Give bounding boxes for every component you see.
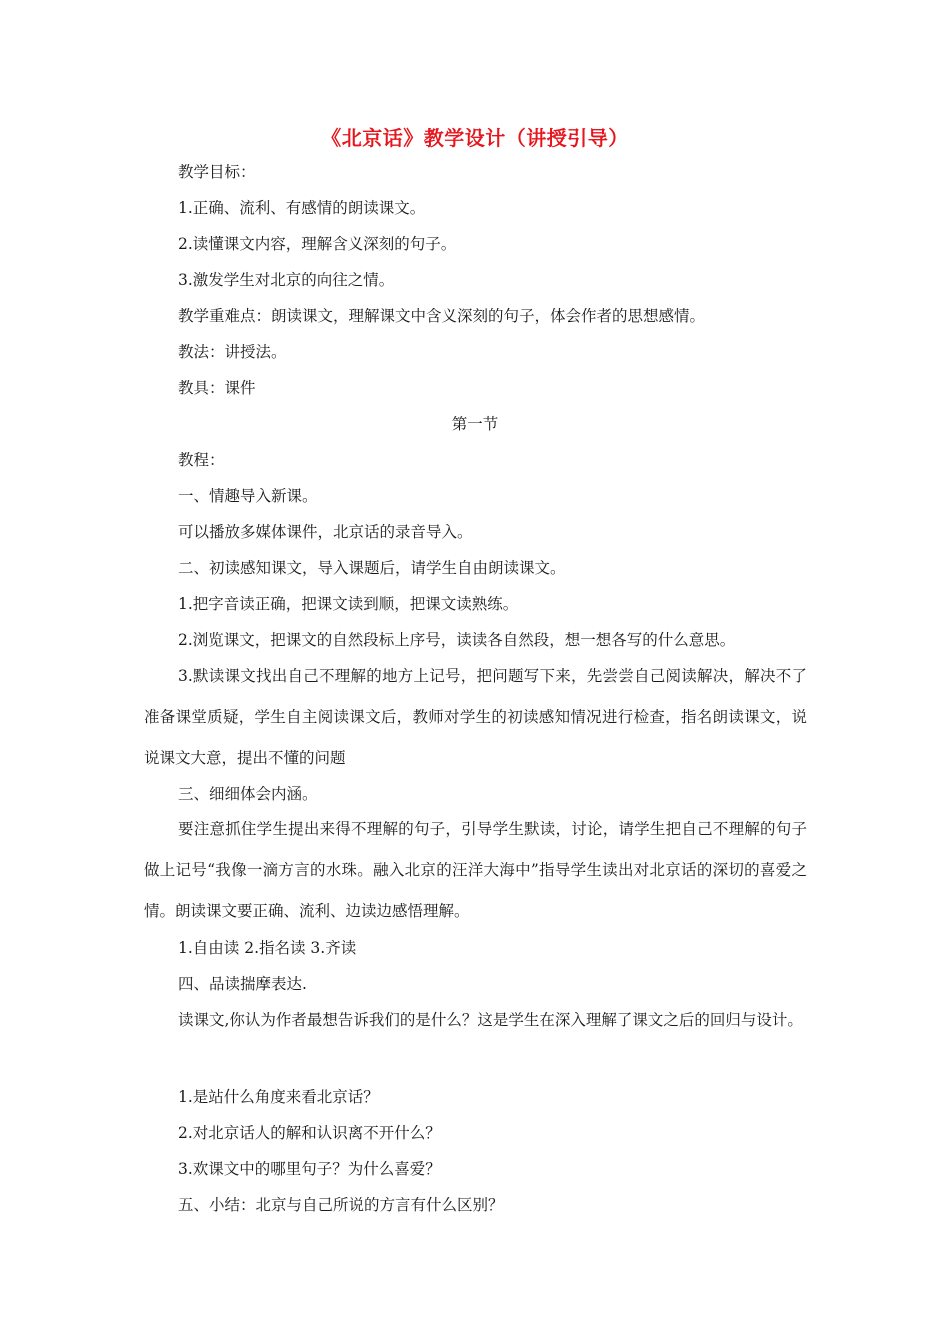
- step1-heading: 一、情趣导入新课。: [178, 487, 318, 505]
- step3-paragraph: 要注意抓住学生提出来得不理解的句子，引导学生默读，讨论，请学生把自己不理解的句子做上记号“我像一滴方言的水珠。融入北京的汪洋大海中”指导学生读出对北京话的深切的喜爱之情。朗读课文要正确、流利、边读边感悟理解。: [144, 820, 807, 920]
- step2-item: 1.把字音读正确，把课文读到顺，把课文读熟练。: [178, 595, 519, 613]
- objective-item: 2.读懂课文内容，理解含义深刻的句子。: [178, 235, 457, 253]
- objective-item: 1.正确、流利、有感情的朗读课文。: [178, 199, 426, 217]
- step5-heading: 五、小结：北京与自己所说的方言有什么区别？: [178, 1196, 504, 1214]
- teaching-tools: 教具：课件: [178, 379, 256, 397]
- objective-item: 3.激发学生对北京的向往之情。: [178, 271, 395, 289]
- step2-item: 2.浏览课文，把课文的自然段标上序号，读读各自然段，想一想各写的什么意思。: [178, 631, 736, 649]
- reading-modes: 1.自由读 2.指名读 3.齐读: [178, 939, 357, 957]
- process-heading: 教程：: [178, 451, 225, 469]
- step2-item3-paragraph: 3.默读课文找出自己不理解的地方上记号，把问题写下来，先尝尝自己阅读解决，解决不了准备课堂质疑，学生自主阅读课文后，教师对学生的初读感知情况进行检查，指名朗读课文，说说课文大意，提出不懂的问题: [144, 667, 807, 767]
- step1-text: 可以播放多媒体课件，北京话的录音导入。: [178, 523, 473, 541]
- document-title: 《北京话》教学设计（讲授引导）: [321, 126, 629, 150]
- teaching-method: 教法：讲授法。: [178, 343, 287, 361]
- step4-question: 3.欢课文中的哪里句子？为什么喜爱？: [178, 1160, 441, 1178]
- section-title: 第一节: [451, 415, 499, 433]
- step4-paragraph: 读课文,你认为作者最想告诉我们的是什么？这是学生在深入理解了课文之后的回归与设计。: [178, 1011, 803, 1029]
- key-points: 教学重难点：朗读课文，理解课文中含义深刻的句子，体会作者的思想感情。: [178, 307, 706, 325]
- step4-question: 2.对北京话人的解和认识离不开什么？: [178, 1124, 441, 1142]
- step4-question: 1.是站什么角度来看北京话？: [178, 1088, 379, 1106]
- objectives-heading: 教学目标：: [178, 163, 256, 181]
- step4-heading: 四、品读揣摩表达.: [178, 975, 307, 993]
- step3-heading: 三、细细体会内涵。: [178, 785, 318, 803]
- step2-heading: 二、初读感知课文，导入课题后，请学生自由朗读课文。: [178, 559, 566, 577]
